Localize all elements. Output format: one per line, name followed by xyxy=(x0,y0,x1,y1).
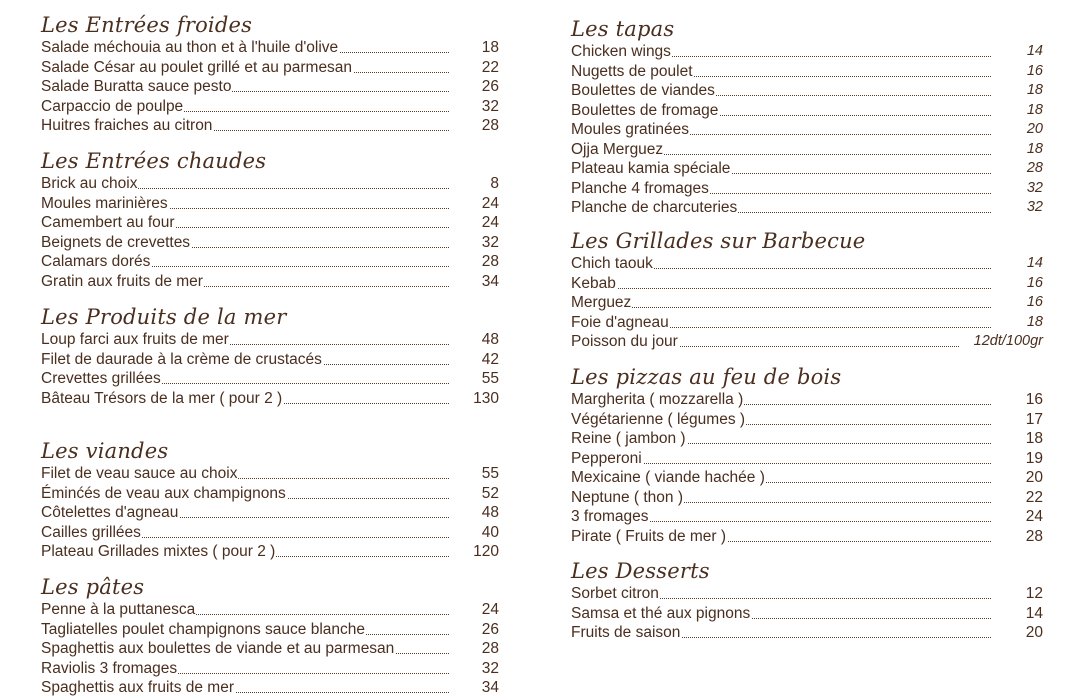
menu-item-price: 28 xyxy=(449,252,499,271)
menu-item-price: 14 xyxy=(991,254,1043,273)
section-tapas xyxy=(571,16,1043,218)
menu-item-name: Salade méchouia au thon et à l'huile d'olive xyxy=(41,39,339,56)
menu-item-name: Gratin aux fruits de mer xyxy=(41,272,203,290)
menu-item-name: Kebab xyxy=(571,274,616,292)
menu-item-price: 24 xyxy=(449,213,499,232)
menu-item-price: 24 xyxy=(449,600,499,619)
menu-item-name: Végétarienne ( légumes ) xyxy=(571,410,746,428)
menu-item-price: 16 xyxy=(991,293,1043,312)
section-title: Les Desserts xyxy=(571,559,710,583)
item-list xyxy=(41,330,499,408)
menu-item-name: Tagliatelles poulet champignons sauce blanche xyxy=(41,620,365,638)
menu-item-price: 12 xyxy=(991,584,1043,603)
section-title: Les Grillades sur Barbecue xyxy=(571,229,866,253)
menu-item-price: 48 xyxy=(449,503,499,522)
menu-item-price: 20 xyxy=(991,623,1043,642)
menu-item-name: Huitres fraiches au citron xyxy=(41,117,213,134)
menu-item-price: 22 xyxy=(991,488,1043,507)
section-pates xyxy=(41,574,499,698)
menu-item-price: 28 xyxy=(449,116,499,135)
menu-item-name: Calamars dorés xyxy=(41,253,151,270)
menu-item-name: 3 fromages xyxy=(571,508,649,525)
section-grillades xyxy=(571,228,1043,352)
menu-item-name: Pirate ( Fruits de mer ) xyxy=(571,527,727,545)
menu-item-name: Sorbet citron xyxy=(571,585,659,602)
section-pizzas xyxy=(571,364,1043,546)
menu-item-name: Foie d'agneau xyxy=(571,313,669,331)
item-list xyxy=(41,38,499,136)
menu-item-name: Reine ( jambon ) xyxy=(571,430,686,447)
menu-item-price: 32 xyxy=(449,233,499,252)
menu-item-price: 55 xyxy=(449,369,499,388)
menu-item-name: Crevettes grillées xyxy=(41,370,161,387)
menu-item-price: 12dt/100gr xyxy=(959,332,1043,351)
menu-item-name: Margherita ( mozzarella ) xyxy=(571,391,744,408)
section-title: Les Entrées chaudes xyxy=(41,149,267,173)
menu-item-name: Moules gratinées xyxy=(571,121,690,138)
menu-item-price: 24 xyxy=(991,507,1043,526)
menu-item-name: Plateau kamia spéciale xyxy=(571,160,731,177)
menu-item-name: Raviolis 3 fromages xyxy=(41,659,178,677)
menu-item-name: Pepperoni xyxy=(571,449,642,467)
menu-item-name: Planche de charcuteries xyxy=(571,199,738,216)
menu-item-price: 40 xyxy=(449,523,499,542)
menu-item-price: 32 xyxy=(991,179,1043,198)
section-viandes xyxy=(41,438,499,562)
menu-item-price: 42 xyxy=(449,350,499,369)
menu-item-price: 14 xyxy=(991,42,1043,61)
menu-item xyxy=(41,389,499,409)
item-list xyxy=(571,42,1043,218)
menu-item xyxy=(41,272,499,292)
menu-item-name: Boulettes de fromage xyxy=(571,101,719,119)
section-title: Les Entrées froides xyxy=(41,13,253,37)
menu-item xyxy=(41,542,499,562)
menu-item xyxy=(571,623,1043,643)
menu-item xyxy=(571,198,1043,218)
menu-item-name: Ojja Merguez xyxy=(571,140,664,158)
menu-item-name: Filet de daurade à la crème de crustacés xyxy=(41,350,322,368)
menu-item-name: Penne à la puttanesca xyxy=(41,601,196,618)
section-entrees-chaudes xyxy=(41,148,499,291)
menu-item-name: Moules marinières xyxy=(41,194,168,212)
menu-item-name: Beignets de crevettes xyxy=(41,233,191,251)
section-title: Les viandes xyxy=(41,439,169,463)
menu-item-name: Filet de veau sauce au choix xyxy=(41,465,238,482)
menu-item-name: Camembert au four xyxy=(41,214,175,231)
menu-item xyxy=(571,332,1043,352)
menu-item-name: Côtelettes d'agneau xyxy=(41,504,179,521)
menu-item-price: 18 xyxy=(991,101,1043,120)
menu-item-price: 18 xyxy=(991,429,1043,448)
menu-item-name: Planche 4 fromages xyxy=(571,179,709,197)
menu-item-name: Poisson du jour xyxy=(571,333,678,350)
menu-item-price: 34 xyxy=(449,272,499,291)
menu-item-name: Bâteau Trésors de la mer ( pour 2 ) xyxy=(41,389,283,407)
item-list xyxy=(571,390,1043,546)
menu-item-price: 32 xyxy=(991,198,1043,217)
menu-item-price: 20 xyxy=(991,120,1043,139)
menu-item-price: 24 xyxy=(449,194,499,213)
section-desserts xyxy=(571,558,1043,643)
menu-item-price: 48 xyxy=(449,330,499,349)
menu-item-price: 14 xyxy=(991,604,1043,623)
menu-item-price: 28 xyxy=(991,159,1043,178)
menu-item-price: 55 xyxy=(449,464,499,483)
menu-item-name: Mexicaine ( viande hachée ) xyxy=(571,469,765,486)
menu-item-name: Brick au choix xyxy=(41,175,138,192)
menu-item-name: Spaghettis aux boulettes de viande et au parmesan xyxy=(41,640,395,657)
menu-item-name: Carpaccio de poulpe xyxy=(41,97,184,115)
item-list xyxy=(41,174,499,291)
menu-item-price: 52 xyxy=(449,484,499,503)
menu-item xyxy=(41,116,499,136)
menu-item-price: 18 xyxy=(991,140,1043,159)
menu-item xyxy=(41,678,499,698)
menu-item xyxy=(571,527,1043,547)
menu-item-name: Nugetts de poulet xyxy=(571,62,693,80)
section-entrees-froides xyxy=(41,12,499,136)
menu-item-name: Chich taouk xyxy=(571,255,653,272)
menu-item-price: 34 xyxy=(449,678,499,697)
menu-item-price: 28 xyxy=(449,639,499,658)
menu-item-name: Merguez xyxy=(571,294,632,311)
menu-item-name: Salade César au poulet grillé et au parmesan xyxy=(41,58,353,76)
menu-item-name: Chicken wings xyxy=(571,43,671,60)
menu-item-price: 16 xyxy=(991,390,1043,409)
menu-item-price: 16 xyxy=(991,274,1043,293)
menu-item-name: Salade Buratta sauce pesto xyxy=(41,78,232,95)
section-title: Les Produits de la mer xyxy=(41,305,287,329)
section-produits-de-la-mer xyxy=(41,304,499,408)
item-list xyxy=(571,584,1043,643)
menu-item-price: 19 xyxy=(991,449,1043,468)
section-title: Les pizzas au feu de bois xyxy=(571,365,842,389)
menu-item-price: 130 xyxy=(449,389,499,408)
section-title: Les tapas xyxy=(571,17,675,41)
menu-item-price: 18 xyxy=(991,81,1043,100)
item-list xyxy=(571,254,1043,352)
menu-item-price: 22 xyxy=(449,58,499,77)
menu-item-price: 16 xyxy=(991,62,1043,81)
menu-item-name: Éminćés de veau aux champignons xyxy=(41,484,286,502)
menu-item-name: Samsa et thé aux pignons xyxy=(571,604,751,622)
menu-item-price: 8 xyxy=(449,174,499,193)
item-list xyxy=(41,464,499,562)
menu-item-price: 32 xyxy=(449,97,499,116)
menu-item-price: 18 xyxy=(449,38,499,57)
menu-item-name: Neptune ( thon ) xyxy=(571,488,684,506)
menu-item-price: 32 xyxy=(449,659,499,678)
menu-item-name: Cailles grillées xyxy=(41,523,141,541)
dot-leader xyxy=(575,288,993,308)
menu-item-name: Loup farci aux fruits de mer xyxy=(41,331,229,348)
menu-item-name: Fruits de saison xyxy=(571,624,681,641)
menu-item-price: 28 xyxy=(991,527,1043,546)
menu-item-price: 18 xyxy=(991,313,1043,332)
menu-item-price: 17 xyxy=(991,410,1043,429)
section-title: Les pâtes xyxy=(41,575,145,599)
item-list xyxy=(41,600,499,698)
menu-item-price: 26 xyxy=(449,620,499,639)
menu-item-name: Boulettes de viandes xyxy=(571,82,715,99)
menu-item-name: Spaghettis aux fruits de mer xyxy=(41,679,234,696)
menu-item-name: Plateau Grillades mixtes ( pour 2 ) xyxy=(41,543,276,560)
menu-item-price: 20 xyxy=(991,468,1043,487)
menu-item-price: 26 xyxy=(449,77,499,96)
menu-item-price: 120 xyxy=(449,542,499,561)
